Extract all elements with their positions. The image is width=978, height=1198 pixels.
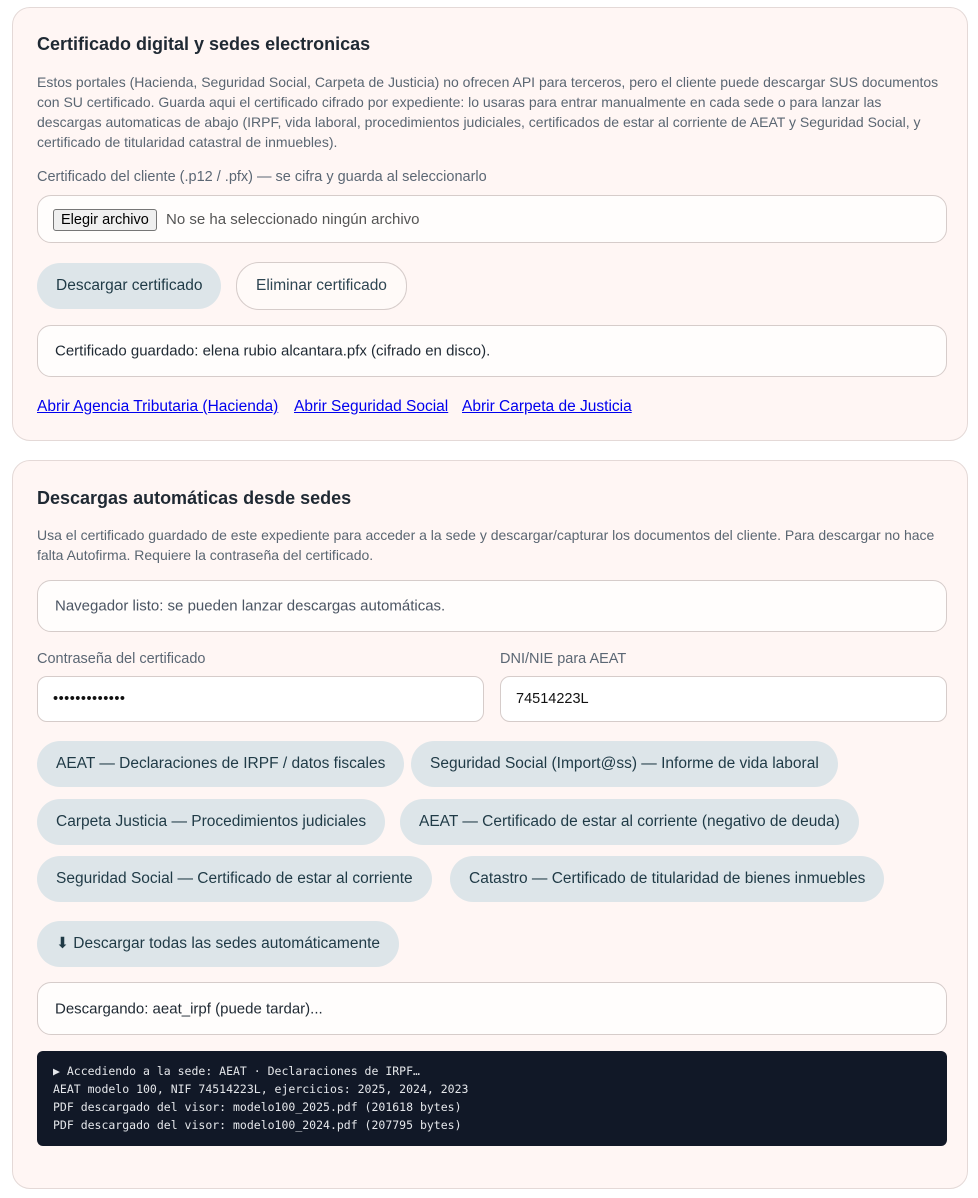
certificate-saved-text: Certificado guardado: elena rubio alcantara.pfx (cifrado en disco). xyxy=(55,342,491,360)
browser-status-text: Navegador listo: se pueden lanzar descargas automáticas. xyxy=(55,597,446,615)
link-agencia-tributaria[interactable]: Abrir Agencia Tributaria (Hacienda) xyxy=(37,398,279,415)
downloads-card-title: Descargas automáticas desde sedes xyxy=(37,488,352,508)
download-all-button[interactable]: ⬇ Descargar todas las sedes automáticamente xyxy=(37,921,399,967)
log-line: ▶ Accediendo a la sede: AEAT · Declaraciones de IRPF… xyxy=(53,1064,420,1078)
log-line: AEAT modelo 100, NIF 74514223L, ejercicios: 2025, 2024, 2023 xyxy=(53,1082,469,1096)
certificate-file-label: Certificado del cliente (.p12 / .pfx) — se cifra y guarda al seleccionarlo xyxy=(37,169,487,185)
certificate-card-title: Certificado digital y sedes electronicas xyxy=(37,34,371,54)
certificate-saved-status xyxy=(37,325,947,377)
ss-corriente-button[interactable]: Seguridad Social — Certificado de estar al corriente xyxy=(37,856,432,902)
certificate-file-input[interactable] xyxy=(37,195,947,243)
downloads-card xyxy=(12,460,968,1189)
link-carpeta-justicia[interactable]: Abrir Carpeta de Justicia xyxy=(462,398,632,415)
password-value: ••••••••••••• xyxy=(53,691,126,707)
delete-certificate-button[interactable]: Eliminar certificado xyxy=(236,262,407,310)
dni-value: 74514223L xyxy=(516,691,589,707)
log-line: PDF descargado del visor: modelo100_2025.pdf (201618 bytes) xyxy=(53,1100,462,1114)
justicia-procedimientos-button[interactable]: Carpeta Justicia — Procedimientos judiciales xyxy=(37,799,385,845)
catastro-button[interactable]: Catastro — Certificado de titularidad de bienes inmuebles xyxy=(450,856,884,902)
download-log-console xyxy=(37,1051,947,1146)
certificate-card xyxy=(12,7,968,441)
download-progress-box xyxy=(37,982,947,1035)
browser-status-box xyxy=(37,580,947,632)
choose-file-button[interactable]: Elegir archivo xyxy=(53,209,157,231)
dni-label: DNI/NIE para AEAT xyxy=(500,651,627,667)
downloads-description: Usa el certificado guardado de este expediente para acceder a la sede y descargar/capturar los documentos del cliente. Para descargar no hace falta Autofirma. Requiere la contraseña del certificado. xyxy=(37,527,935,563)
download-progress-text: Descargando: aeat_irpf (puede tardar)... xyxy=(55,1000,323,1017)
download-certificate-button[interactable]: Descargar certificado xyxy=(37,263,221,309)
aeat-irpf-button[interactable]: AEAT — Declaraciones de IRPF / datos fiscales xyxy=(37,741,404,787)
link-seguridad-social[interactable]: Abrir Seguridad Social xyxy=(294,398,449,415)
aeat-corriente-button[interactable]: AEAT — Certificado de estar al corriente (negativo de deuda) xyxy=(400,799,859,845)
log-line: PDF descargado del visor: modelo100_2024.pdf (207795 bytes) xyxy=(53,1118,462,1132)
password-input[interactable] xyxy=(37,676,484,722)
certificate-description: Estos portales (Hacienda, Seguridad Social, Carpeta de Justicia) no ofrecen API para terceros, pero el cliente puede descargar SUS documentos con SU certificado. Guarda aqui el certificado cifrado por expediente: lo usaras para entrar manualmente en cada sede o para lanzar las descargas automaticas de abajo (IRPF, vida laboral, procedimientos judiciales, certificados de estar al corriente de AEAT y Seguridad Social, y certificado de titularidad catastral de inmuebles). xyxy=(37,74,939,150)
ss-vida-laboral-button[interactable]: Seguridad Social (Import@ss) — Informe de vida laboral xyxy=(411,741,838,787)
file-status-text: No se ha seleccionado ningún archivo xyxy=(166,211,420,228)
password-label: Contraseña del certificado xyxy=(37,651,206,667)
dni-input[interactable] xyxy=(500,676,947,722)
